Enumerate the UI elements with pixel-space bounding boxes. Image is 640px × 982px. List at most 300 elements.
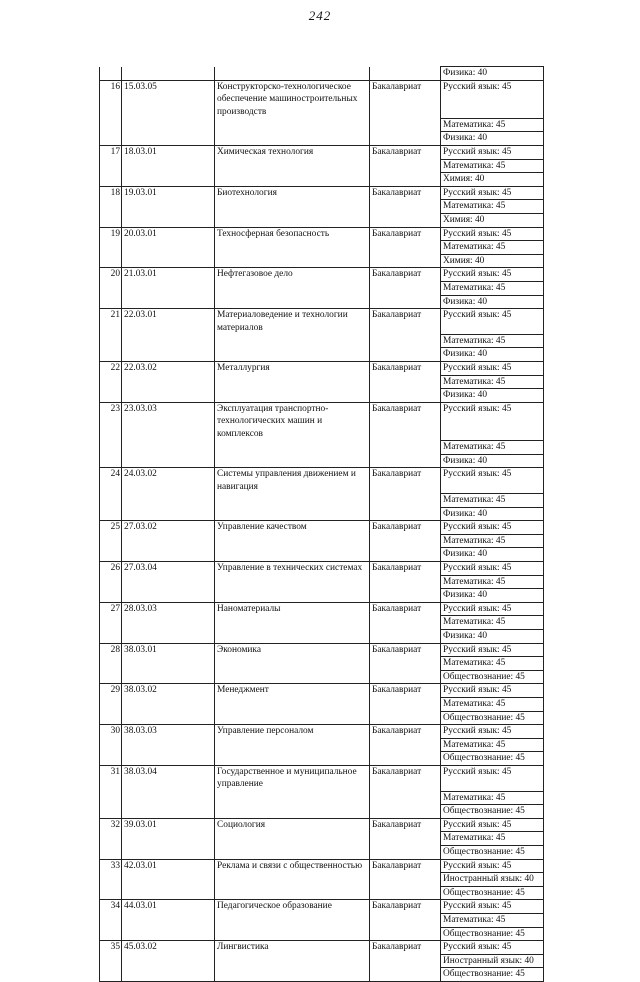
- row-number: [100, 845, 122, 859]
- program-name: [215, 752, 370, 766]
- education-level: [370, 67, 441, 81]
- table-row: [100, 752, 544, 766]
- table-row: [100, 954, 544, 968]
- table-row: [100, 602, 544, 616]
- table-row: [100, 886, 544, 900]
- program-code: [122, 200, 215, 214]
- exam-requirement: Русский язык: 45: [441, 227, 544, 241]
- program-code: [122, 738, 215, 752]
- row-number: [100, 616, 122, 630]
- program-code: [122, 752, 215, 766]
- row-number: [100, 954, 122, 968]
- exam-requirement: Математика: 45: [441, 118, 544, 132]
- education-level: [370, 697, 441, 711]
- exam-requirement: Физика: 40: [441, 454, 544, 468]
- program-code: 21.03.01: [122, 268, 215, 282]
- program-code: 20.03.01: [122, 227, 215, 241]
- program-code: [122, 913, 215, 927]
- row-number: [100, 575, 122, 589]
- program-code: 44.03.01: [122, 900, 215, 914]
- page-number: 242: [308, 8, 332, 23]
- row-number: 19: [100, 227, 122, 241]
- row-number: [100, 295, 122, 309]
- education-level: [370, 738, 441, 752]
- table-row: [100, 254, 544, 268]
- row-number: [100, 159, 122, 173]
- program-name: [215, 159, 370, 173]
- exam-requirement: Математика: 45: [441, 334, 544, 348]
- program-name: Системы управления движением и навигация: [215, 468, 370, 494]
- program-name: [215, 254, 370, 268]
- table-row: [100, 186, 544, 200]
- program-name: [215, 548, 370, 562]
- program-name: Эксплуатация транспортно-технологических машин и комплексов: [215, 402, 370, 440]
- row-number: 18: [100, 186, 122, 200]
- table-row: [100, 146, 544, 160]
- table-row: [100, 173, 544, 187]
- program-code: 19.03.01: [122, 186, 215, 200]
- program-name: [215, 670, 370, 684]
- table-row: [100, 845, 544, 859]
- table-row: [100, 561, 544, 575]
- program-code: [122, 67, 215, 81]
- table-row: [100, 927, 544, 941]
- row-number: [100, 752, 122, 766]
- program-code: [122, 886, 215, 900]
- program-name: [215, 805, 370, 819]
- exam-requirement: Русский язык: 45: [441, 818, 544, 832]
- program-code: [122, 927, 215, 941]
- exam-requirement: Обществознание: 45: [441, 752, 544, 766]
- row-number: [100, 67, 122, 81]
- program-code: [122, 832, 215, 846]
- education-level: [370, 791, 441, 805]
- table-row: [100, 968, 544, 982]
- program-code: 42.03.01: [122, 859, 215, 873]
- row-number: [100, 534, 122, 548]
- program-code: [122, 954, 215, 968]
- program-name: [215, 200, 370, 214]
- education-level: Бакалавриат: [370, 765, 441, 791]
- program-name: [215, 118, 370, 132]
- row-number: [100, 589, 122, 603]
- exam-requirement: Математика: 45: [441, 738, 544, 752]
- table-row: [100, 657, 544, 671]
- exam-requirement: Русский язык: 45: [441, 725, 544, 739]
- table-row: [100, 132, 544, 146]
- program-name: Биотехнология: [215, 186, 370, 200]
- row-number: [100, 629, 122, 643]
- row-number: 17: [100, 146, 122, 160]
- program-code: [122, 118, 215, 132]
- table-row: [100, 334, 544, 348]
- program-code: [122, 348, 215, 362]
- program-name: Металлургия: [215, 362, 370, 376]
- program-code: [122, 845, 215, 859]
- education-level: [370, 629, 441, 643]
- education-level: [370, 454, 441, 468]
- program-code: 23.03.03: [122, 402, 215, 440]
- exam-requirement: Физика: 40: [441, 629, 544, 643]
- table-row: [100, 575, 544, 589]
- table-row: [100, 241, 544, 255]
- program-code: [122, 454, 215, 468]
- education-level: [370, 173, 441, 187]
- admission-requirements-table: [99, 66, 544, 982]
- program-code: 22.03.01: [122, 309, 215, 335]
- exam-requirement: Русский язык: 45: [441, 402, 544, 440]
- table-row: [100, 791, 544, 805]
- program-name: [215, 927, 370, 941]
- education-level: [370, 534, 441, 548]
- program-code: 27.03.04: [122, 561, 215, 575]
- row-number: 23: [100, 402, 122, 440]
- program-code: [122, 629, 215, 643]
- education-level: [370, 548, 441, 562]
- education-level: Бакалавриат: [370, 900, 441, 914]
- exam-requirement: Русский язык: 45: [441, 186, 544, 200]
- exam-requirement: Математика: 45: [441, 575, 544, 589]
- exam-requirement: Физика: 40: [441, 348, 544, 362]
- exam-requirement: Иностранный язык: 40: [441, 954, 544, 968]
- program-name: [215, 575, 370, 589]
- program-code: [122, 791, 215, 805]
- program-name: [215, 507, 370, 521]
- row-number: [100, 873, 122, 887]
- education-level: [370, 282, 441, 296]
- program-code: [122, 575, 215, 589]
- education-level: [370, 805, 441, 819]
- row-number: 34: [100, 900, 122, 914]
- table-row: [100, 805, 544, 819]
- row-number: [100, 886, 122, 900]
- table-row: [100, 725, 544, 739]
- exam-requirement: Русский язык: 45: [441, 521, 544, 535]
- table-row: [100, 616, 544, 630]
- exam-requirement: Химия: 40: [441, 214, 544, 228]
- education-level: Бакалавриат: [370, 468, 441, 494]
- table-row: [100, 214, 544, 228]
- table-row: [100, 309, 544, 335]
- table-row: [100, 765, 544, 791]
- education-level: Бакалавриат: [370, 521, 441, 535]
- table-row: [100, 118, 544, 132]
- program-code: [122, 241, 215, 255]
- education-level: [370, 334, 441, 348]
- exam-requirement: Обществознание: 45: [441, 711, 544, 725]
- row-number: [100, 200, 122, 214]
- education-level: Бакалавриат: [370, 941, 441, 955]
- education-level: [370, 954, 441, 968]
- exam-requirement: Математика: 45: [441, 534, 544, 548]
- exam-requirement: Физика: 40: [441, 132, 544, 146]
- education-level: [370, 873, 441, 887]
- program-code: 38.03.04: [122, 765, 215, 791]
- row-number: [100, 832, 122, 846]
- exam-requirement: Русский язык: 45: [441, 765, 544, 791]
- exam-requirement: Математика: 45: [441, 913, 544, 927]
- program-code: [122, 441, 215, 455]
- exam-requirement: Обществознание: 45: [441, 968, 544, 982]
- table-row: [100, 389, 544, 403]
- row-number: [100, 454, 122, 468]
- program-code: 45.03.02: [122, 941, 215, 955]
- program-name: Конструкторско-технологическое обеспечение машиностроительных производств: [215, 80, 370, 118]
- exam-requirement: Математика: 45: [441, 200, 544, 214]
- program-name: [215, 375, 370, 389]
- row-number: [100, 348, 122, 362]
- education-level: [370, 295, 441, 309]
- row-number: [100, 389, 122, 403]
- row-number: 31: [100, 765, 122, 791]
- program-code: 24.03.02: [122, 468, 215, 494]
- table-row: [100, 684, 544, 698]
- program-name: [215, 589, 370, 603]
- table-row: [100, 589, 544, 603]
- exam-requirement: Математика: 45: [441, 616, 544, 630]
- table-row: [100, 548, 544, 562]
- exam-requirement: Русский язык: 45: [441, 146, 544, 160]
- row-number: 16: [100, 80, 122, 118]
- exam-requirement: Обществознание: 45: [441, 927, 544, 941]
- row-number: [100, 118, 122, 132]
- row-number: [100, 494, 122, 508]
- education-level: [370, 832, 441, 846]
- exam-requirement: Математика: 45: [441, 697, 544, 711]
- program-code: [122, 254, 215, 268]
- exam-requirement: Математика: 45: [441, 375, 544, 389]
- table-row: [100, 711, 544, 725]
- education-level: [370, 348, 441, 362]
- program-name: Материаловедение и технологии материалов: [215, 309, 370, 335]
- exam-requirement: Математика: 45: [441, 832, 544, 846]
- exam-requirement: Обществознание: 45: [441, 805, 544, 819]
- exam-requirement: Математика: 45: [441, 494, 544, 508]
- education-level: Бакалавриат: [370, 268, 441, 282]
- program-code: 38.03.02: [122, 684, 215, 698]
- program-code: [122, 159, 215, 173]
- program-code: [122, 873, 215, 887]
- education-level: [370, 389, 441, 403]
- program-name: [215, 494, 370, 508]
- program-name: Химическая технология: [215, 146, 370, 160]
- program-code: 38.03.01: [122, 643, 215, 657]
- row-number: [100, 548, 122, 562]
- table-row: [100, 80, 544, 118]
- program-name: [215, 132, 370, 146]
- program-code: [122, 968, 215, 982]
- program-name: [215, 913, 370, 927]
- table-row: [100, 738, 544, 752]
- row-number: [100, 132, 122, 146]
- row-number: 21: [100, 309, 122, 335]
- program-name: [215, 738, 370, 752]
- program-name: Техносферная безопасность: [215, 227, 370, 241]
- table-row: [100, 521, 544, 535]
- exam-requirement: Русский язык: 45: [441, 643, 544, 657]
- program-name: [215, 389, 370, 403]
- row-number: [100, 254, 122, 268]
- table-row: [100, 832, 544, 846]
- row-number: [100, 241, 122, 255]
- row-number: 28: [100, 643, 122, 657]
- education-level: Бакалавриат: [370, 186, 441, 200]
- program-name: [215, 954, 370, 968]
- exam-requirement: Обществознание: 45: [441, 886, 544, 900]
- exam-requirement: Русский язык: 45: [441, 859, 544, 873]
- education-level: [370, 752, 441, 766]
- table-body: [100, 67, 544, 982]
- row-number: [100, 711, 122, 725]
- program-name: [215, 334, 370, 348]
- table-row: [100, 441, 544, 455]
- education-level: Бакалавриат: [370, 684, 441, 698]
- program-name: Наноматериалы: [215, 602, 370, 616]
- row-number: [100, 282, 122, 296]
- row-number: [100, 657, 122, 671]
- program-name: [215, 886, 370, 900]
- program-name: [215, 873, 370, 887]
- program-name: [215, 67, 370, 81]
- program-code: [122, 214, 215, 228]
- row-number: [100, 441, 122, 455]
- exam-requirement: Химия: 40: [441, 173, 544, 187]
- table-row: [100, 507, 544, 521]
- program-code: [122, 334, 215, 348]
- exam-requirement: Математика: 45: [441, 241, 544, 255]
- program-code: 38.03.03: [122, 725, 215, 739]
- program-name: [215, 173, 370, 187]
- education-level: Бакалавриат: [370, 227, 441, 241]
- program-code: 28.03.03: [122, 602, 215, 616]
- exam-requirement: Математика: 45: [441, 657, 544, 671]
- exam-requirement: Физика: 40: [441, 548, 544, 562]
- table-row: [100, 913, 544, 927]
- education-level: [370, 159, 441, 173]
- row-number: [100, 670, 122, 684]
- program-name: Социология: [215, 818, 370, 832]
- program-name: Педагогическое образование: [215, 900, 370, 914]
- program-code: [122, 589, 215, 603]
- row-number: [100, 913, 122, 927]
- education-level: Бакалавриат: [370, 602, 441, 616]
- program-name: [215, 454, 370, 468]
- table-row: [100, 159, 544, 173]
- exam-requirement: Физика: 40: [441, 295, 544, 309]
- table-row: [100, 670, 544, 684]
- row-number: [100, 214, 122, 228]
- program-code: [122, 548, 215, 562]
- table-row: [100, 873, 544, 887]
- program-name: [215, 348, 370, 362]
- row-number: [100, 738, 122, 752]
- exam-requirement: Обществознание: 45: [441, 670, 544, 684]
- program-name: Управление в технических системах: [215, 561, 370, 575]
- program-code: [122, 375, 215, 389]
- exam-requirement: Математика: 45: [441, 282, 544, 296]
- education-level: Бакалавриат: [370, 561, 441, 575]
- program-code: [122, 697, 215, 711]
- exam-requirement: Физика: 40: [441, 589, 544, 603]
- exam-requirement: Русский язык: 45: [441, 941, 544, 955]
- table-row: [100, 941, 544, 955]
- education-level: Бакалавриат: [370, 818, 441, 832]
- table-row: [100, 900, 544, 914]
- education-level: [370, 657, 441, 671]
- program-name: Государственное и муниципальное управление: [215, 765, 370, 791]
- table-row: [100, 295, 544, 309]
- education-level: Бакалавриат: [370, 309, 441, 335]
- exam-requirement: Русский язык: 45: [441, 468, 544, 494]
- education-level: [370, 927, 441, 941]
- education-level: [370, 507, 441, 521]
- education-level: [370, 845, 441, 859]
- education-level: [370, 375, 441, 389]
- program-code: [122, 389, 215, 403]
- exam-requirement: Математика: 45: [441, 791, 544, 805]
- program-name: Управление качеством: [215, 521, 370, 535]
- education-level: [370, 200, 441, 214]
- row-number: [100, 375, 122, 389]
- program-name: [215, 845, 370, 859]
- education-level: Бакалавриат: [370, 146, 441, 160]
- program-code: [122, 616, 215, 630]
- table-row: [100, 268, 544, 282]
- program-code: [122, 534, 215, 548]
- program-code: [122, 670, 215, 684]
- row-number: 33: [100, 859, 122, 873]
- education-level: [370, 886, 441, 900]
- program-name: [215, 241, 370, 255]
- program-name: [215, 968, 370, 982]
- program-code: [122, 711, 215, 725]
- program-code: 18.03.01: [122, 146, 215, 160]
- row-number: 20: [100, 268, 122, 282]
- table-row: [100, 697, 544, 711]
- program-code: [122, 657, 215, 671]
- table-row: [100, 362, 544, 376]
- table-row: [100, 494, 544, 508]
- exam-requirement: Русский язык: 45: [441, 602, 544, 616]
- exam-requirement: Физика: 40: [441, 507, 544, 521]
- education-level: Бакалавриат: [370, 80, 441, 118]
- exam-requirement: Русский язык: 45: [441, 362, 544, 376]
- program-name: [215, 791, 370, 805]
- program-name: [215, 616, 370, 630]
- education-level: [370, 670, 441, 684]
- education-level: [370, 575, 441, 589]
- program-name: Нефтегазовое дело: [215, 268, 370, 282]
- table-row: [100, 534, 544, 548]
- program-name: Управление персоналом: [215, 725, 370, 739]
- program-code: 22.03.02: [122, 362, 215, 376]
- row-number: [100, 697, 122, 711]
- exam-requirement: Русский язык: 45: [441, 561, 544, 575]
- exam-requirement: Русский язык: 45: [441, 80, 544, 118]
- program-name: [215, 697, 370, 711]
- exam-requirement: Русский язык: 45: [441, 268, 544, 282]
- table-row: [100, 375, 544, 389]
- exam-requirement: Русский язык: 45: [441, 309, 544, 335]
- row-number: [100, 791, 122, 805]
- education-level: Бакалавриат: [370, 725, 441, 739]
- row-number: 35: [100, 941, 122, 955]
- program-code: 27.03.02: [122, 521, 215, 535]
- row-number: [100, 173, 122, 187]
- exam-requirement: Физика: 40: [441, 67, 544, 81]
- program-name: [215, 711, 370, 725]
- program-name: [215, 282, 370, 296]
